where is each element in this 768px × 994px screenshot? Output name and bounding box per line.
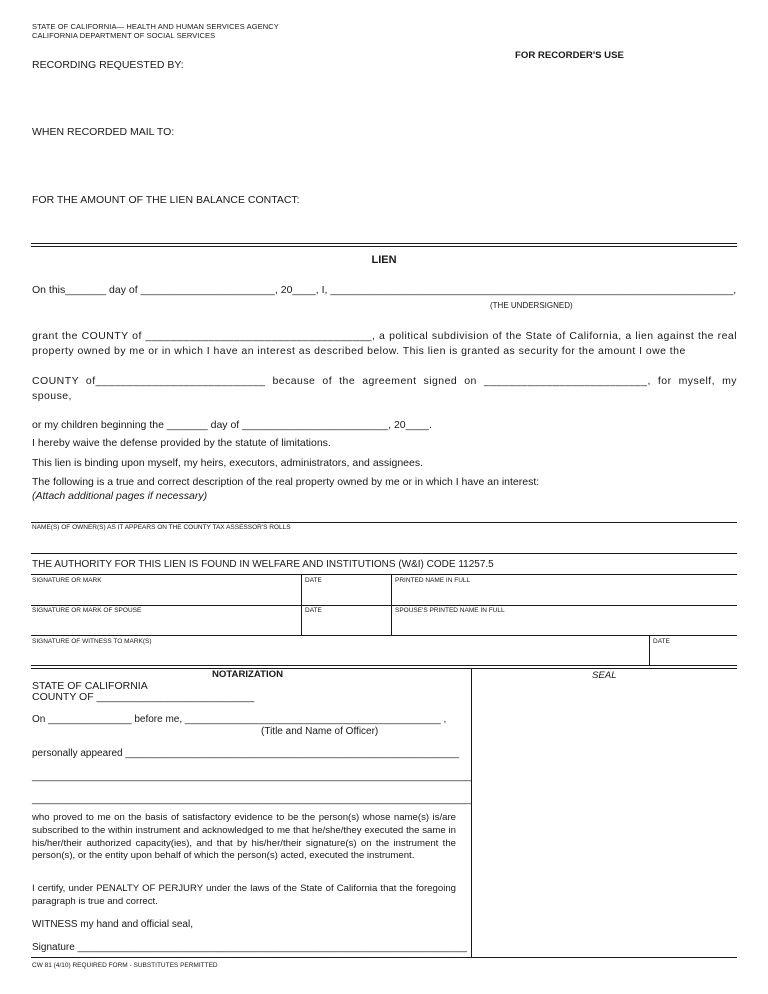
- lien-date-line: On this_______ day of _______________________, 20____, I, _____________________________________________________________________,: [32, 284, 737, 296]
- sig-grid-row3: [31, 635, 737, 636]
- witness-line: WITNESS my hand and official seal,: [32, 919, 193, 930]
- notary-blank-line-2: _______________________________________________________________________________: [32, 794, 472, 805]
- spouse-signature-label[interactable]: SIGNATURE OR MARK OF SPOUSE: [32, 607, 142, 614]
- sig-grid-bottom-1: [31, 665, 737, 666]
- signature-label[interactable]: SIGNATURE OR MARK: [32, 577, 102, 584]
- sig-grid-col2: [391, 574, 392, 635]
- description-line: The following is a true and correct description of the real property owned by me or in which I have an interest:: [32, 476, 540, 488]
- date-label-3[interactable]: DATE: [653, 638, 670, 645]
- owner-names-rule: [31, 522, 737, 523]
- sig-grid-top: [31, 574, 737, 575]
- sig-grid-row2: [31, 605, 737, 606]
- officer-caption: (Title and Name of Officer): [261, 726, 379, 737]
- form-id: CW 81 (4/10) REQUIRED FORM - SUBSTITUTES PERMITTED: [32, 962, 218, 969]
- notary-county: COUNTY OF ___________________________: [32, 691, 255, 703]
- certify-paragraph: I certify, under PENALTY OF PERJURY under the laws of the State of California that the foregoing paragraph is true and correct.: [32, 883, 456, 907]
- authority-line: THE AUTHORITY FOR THIS LIEN IS FOUND IN WELFARE AND INSTITUTIONS (W&I) CODE 11257.5: [32, 559, 494, 570]
- notarization-title: NOTARIZATION: [212, 669, 284, 680]
- undersigned-caption: (THE UNDERSIGNED): [490, 301, 573, 310]
- waive-line: I hereby waive the defense provided by the statute of limitations.: [32, 437, 331, 449]
- recording-requested-by-label: RECORDING REQUESTED BY:: [32, 59, 184, 71]
- spouse-printed-name-label[interactable]: SPOUSE'S PRINTED NAME IN FULL: [395, 607, 505, 614]
- authority-rule: [31, 553, 737, 554]
- children-line: or my children beginning the _______ day of _________________________, 20____.: [32, 419, 432, 431]
- owner-names-label: NAME(S) OF OWNER(S) AS IT APPEARS ON THE COUNTY TAX ASSESSOR'S ROLLS: [32, 524, 291, 531]
- proved-paragraph: who proved to me on the basis of satisfactory evidence to be the person(s) whose name(s) is/are subscribed to the within instrument and acknowledged to me that he/she/they executed the same in his/her/their authorized capacity(ies), and that by his/her/their signature(s) on the instrument the person(s), or the entity upon behalf of which the person(s) acted, executed the instrument.: [32, 812, 456, 862]
- divider-top-2: [31, 246, 737, 247]
- date-label-1[interactable]: DATE: [305, 577, 322, 584]
- divider-top-1: [31, 243, 737, 244]
- personally-appeared-line: personally appeared ____________________________________________________________: [32, 748, 460, 759]
- agency-line-2: CALIFORNIA DEPARTMENT OF SOCIAL SERVICES: [32, 31, 216, 40]
- attach-note: (Attach additional pages if necessary): [32, 490, 208, 502]
- sig-grid-col1: [301, 574, 302, 635]
- printed-name-label[interactable]: PRINTED NAME IN FULL: [395, 577, 471, 584]
- date-label-2[interactable]: DATE: [305, 607, 322, 614]
- notary-seal-divider: [471, 668, 472, 958]
- agency-line-1: STATE OF CALIFORNIA— HEALTH AND HUMAN SERVICES AGENCY: [32, 22, 279, 31]
- recorders-use-label: FOR RECORDER'S USE: [515, 50, 624, 61]
- witness-signature-label[interactable]: SIGNATURE OF WITNESS TO MARK(S): [32, 638, 152, 645]
- lien-title: LIEN: [371, 254, 397, 266]
- lien-balance-contact-label: FOR THE AMOUNT OF THE LIEN BALANCE CONTACT:: [32, 194, 300, 206]
- sig-grid-col3: [649, 635, 650, 665]
- grant-paragraph: grant the COUNTY of ____________________________________, a political subdivision of the State of California, a lien against the real property owned by me or in which I have an interest as described below. This lien is granted as security for the amount I owe the: [32, 330, 737, 357]
- footer-rule: [31, 957, 737, 958]
- notary-state: STATE OF CALIFORNIA: [32, 680, 148, 692]
- when-recorded-mail-to-label: WHEN RECORDED MAIL TO:: [32, 126, 175, 138]
- notary-blank-line-1: _______________________________________________________________________________: [32, 771, 472, 782]
- notary-on-line: On _______________ before me, ______________________________________________ ,: [32, 714, 447, 725]
- sig-grid-bottom-2: [31, 668, 737, 669]
- seal-label: SEAL: [592, 670, 617, 681]
- binding-line: This lien is binding upon myself, my heirs, executors, administrators, and assignees.: [32, 457, 424, 469]
- notary-signature-line: Signature ______________________________________________________________________: [32, 942, 467, 953]
- county-paragraph: COUNTY of___________________________ because of the agreement signed on __________________________, for myself, my spouse,: [32, 375, 737, 402]
